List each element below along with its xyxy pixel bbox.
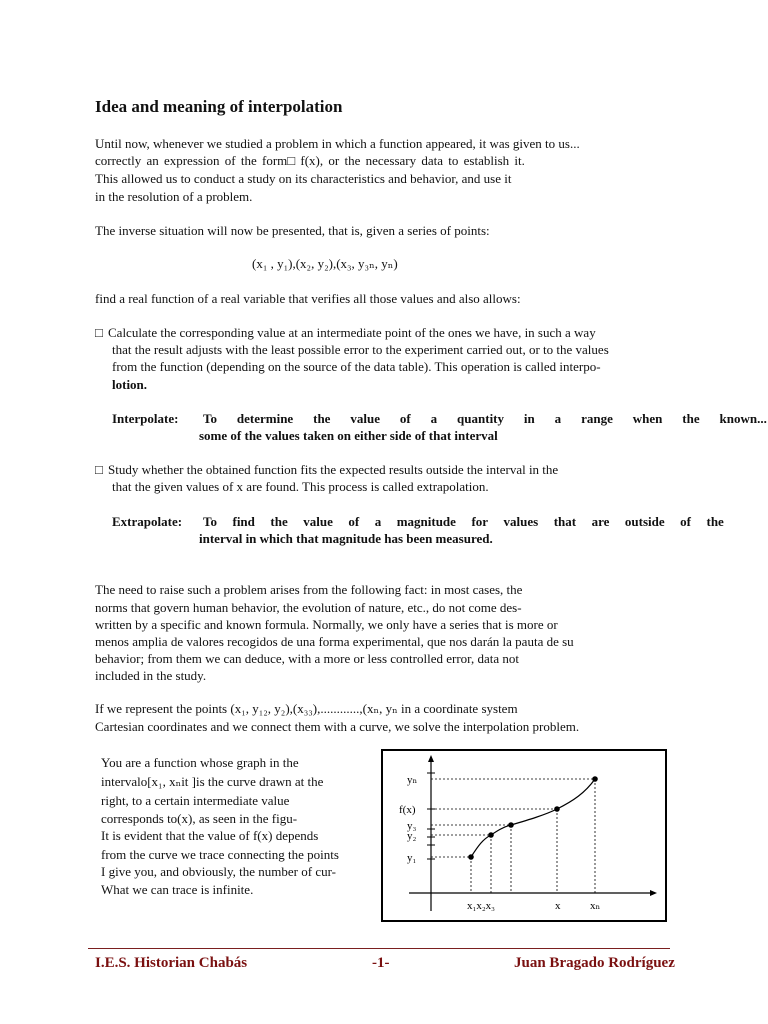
point-x bbox=[554, 806, 560, 812]
need-line-3: written by a specific and known formula. Normally, we only have a series that is more or bbox=[95, 617, 558, 632]
intro-line-2: correctly an expression of the form□ f(x), or the necessary data to establish it. bbox=[95, 153, 525, 168]
extrapolate-label: Extrapolate: bbox=[112, 514, 183, 529]
y-axis-arrow bbox=[428, 755, 434, 762]
interpolate-word: when bbox=[632, 411, 663, 426]
interpolate-line-1 bbox=[203, 410, 767, 427]
intro-line-3: This allowed us to conduct a study on its characteristics and behavior, and use it bbox=[95, 171, 512, 186]
label-x123: x₁x₂x₃ bbox=[467, 900, 496, 912]
label-y3: y₃ bbox=[407, 820, 417, 832]
need-line-6: included in the study. bbox=[95, 668, 207, 683]
extrapolate-line-1 bbox=[203, 513, 724, 530]
interpolate-word: known... bbox=[719, 411, 767, 426]
find-line: find a real function of a real variable that verifies all those values and also allows: bbox=[95, 291, 521, 306]
interpolate-word: of bbox=[399, 411, 411, 426]
point-1 bbox=[468, 854, 474, 860]
extrapolate-line-2: interval in which that magnitude has been measured. bbox=[199, 531, 493, 546]
bullet-2-line-2: that the given values of x are found. This process is called extrapolation. bbox=[112, 479, 489, 494]
bullet-1-line-2: that the result adjusts with the least possible error to the experiment carried out, or to the values bbox=[112, 342, 609, 357]
label-y1: y₁ bbox=[407, 852, 417, 864]
interpolate-word: a bbox=[430, 411, 438, 426]
footer-author: Juan Bragado Rodríguez bbox=[514, 955, 675, 971]
extrapolate-word: a bbox=[374, 514, 382, 529]
label-fx: f(x) bbox=[399, 804, 416, 816]
label-yn: yₙ bbox=[407, 774, 418, 786]
bullet-1-line-4: lotion. bbox=[112, 377, 148, 392]
bullet-2-line-1: Study whether the obtained function fits the expected results outside the interval in the bbox=[108, 462, 559, 477]
bullet-1-marker: □ bbox=[95, 325, 103, 340]
footer-page-number: -1- bbox=[372, 955, 390, 971]
bullet-1-line-3: from the function (depending on the source of the data table). This operation is called interpo- bbox=[112, 359, 601, 374]
extrapolate-word: of bbox=[348, 514, 360, 529]
extrapolate-word: for bbox=[471, 514, 489, 529]
footer-school: I.E.S. Historian Chabás bbox=[95, 955, 248, 971]
intro-line-4: in the resolution of a problem. bbox=[95, 189, 253, 204]
interpolate-word: value bbox=[350, 411, 380, 426]
figure-text-line-1: You are a function whose graph in the bbox=[101, 755, 299, 770]
figure-text-line-5: It is evident that the value of f(x) depends bbox=[101, 828, 319, 843]
interpolation-graph bbox=[381, 749, 667, 922]
interpolate-word: the bbox=[682, 411, 700, 426]
interpolate-label: Interpolate: bbox=[112, 411, 179, 426]
extrapolate-word: find bbox=[232, 514, 255, 529]
x-axis-arrow bbox=[650, 890, 657, 896]
figure-text-line-2: intervalo[x₁, xₙit ]is the curve drawn at the bbox=[101, 774, 324, 789]
figure-text-line-4: corresponds to(x), as seen in the figu- bbox=[101, 811, 298, 826]
interpolate-word: To bbox=[203, 411, 217, 426]
extrapolate-word: outside bbox=[624, 514, 665, 529]
need-line-1: The need to raise such a problem arises from the following fact: in most cases, the bbox=[95, 582, 523, 597]
label-xn: xₙ bbox=[590, 900, 601, 912]
extrapolate-word: To bbox=[203, 514, 217, 529]
interpolate-word: in bbox=[523, 411, 535, 426]
interpolate-word: quantity bbox=[457, 411, 505, 426]
interpolate-word: range bbox=[581, 411, 613, 426]
label-y2: y₂ bbox=[407, 830, 417, 842]
extrapolate-word: the bbox=[270, 514, 288, 529]
figure-text-line-6: from the curve we trace connecting the points bbox=[101, 847, 339, 862]
need-line-4: menos amplia de valores recogidos de una forma experimental, que nos darán la pauta de su bbox=[95, 634, 574, 649]
interpolation-graph-svg bbox=[383, 751, 665, 920]
bullet-1-line-1: Calculate the corresponding value at an intermediate point of the ones we have, in such a way bbox=[108, 325, 596, 340]
figure-text-line-3: right, to a certain intermediate value bbox=[101, 793, 290, 808]
footer-rule bbox=[88, 948, 670, 949]
intro-line-1: Until now, whenever we studied a problem in which a function appeared, it was given to us... bbox=[95, 136, 580, 151]
point-3 bbox=[508, 822, 514, 828]
extrapolate-word: are bbox=[591, 514, 610, 529]
point-2 bbox=[488, 832, 494, 838]
extrapolate-word: value bbox=[303, 514, 333, 529]
represent-line-2: Cartesian coordinates and we connect them with a curve, we solve the interpolation problem. bbox=[95, 719, 580, 734]
label-x: x bbox=[555, 900, 561, 912]
inverse-line: The inverse situation will now be presented, that is, given a series of points: bbox=[95, 223, 490, 238]
extrapolate-word: magnitude bbox=[396, 514, 456, 529]
figure-text-line-7: I give you, and obviously, the number of cur- bbox=[101, 864, 337, 879]
bullet-2-marker: □ bbox=[95, 462, 103, 477]
interpolate-word: the bbox=[313, 411, 331, 426]
interpolate-word: determine bbox=[236, 411, 294, 426]
extrapolate-word: of bbox=[680, 514, 691, 529]
interpolate-line-2: some of the values taken on either side of that interval bbox=[199, 428, 498, 443]
need-line-2: norms that govern human behavior, the evolution of nature, etc., do not come des- bbox=[95, 600, 522, 615]
extrapolate-word: that bbox=[553, 514, 577, 529]
represent-line-1: If we represent the points (x₁, y₁₂, y₂),(x₃₃),............,(xₙ, yₙ in a coordinate system bbox=[95, 701, 518, 716]
points-formula: (x₁ , y₁),(x₂, y₂),(x₃, y₃ₙ, yₙ) bbox=[252, 256, 398, 271]
interpolate-word: a bbox=[554, 411, 562, 426]
need-line-5: behavior; from them we can deduce, with a more or less controlled error, data not bbox=[95, 651, 519, 666]
extrapolate-word: the bbox=[706, 514, 724, 529]
extrapolate-word: values bbox=[503, 514, 539, 529]
interpolation-curve bbox=[471, 779, 595, 857]
point-n bbox=[592, 776, 598, 782]
page-title: Idea and meaning of interpolation bbox=[95, 97, 343, 116]
figure-text-line-8: What we can trace is infinite. bbox=[101, 882, 254, 897]
